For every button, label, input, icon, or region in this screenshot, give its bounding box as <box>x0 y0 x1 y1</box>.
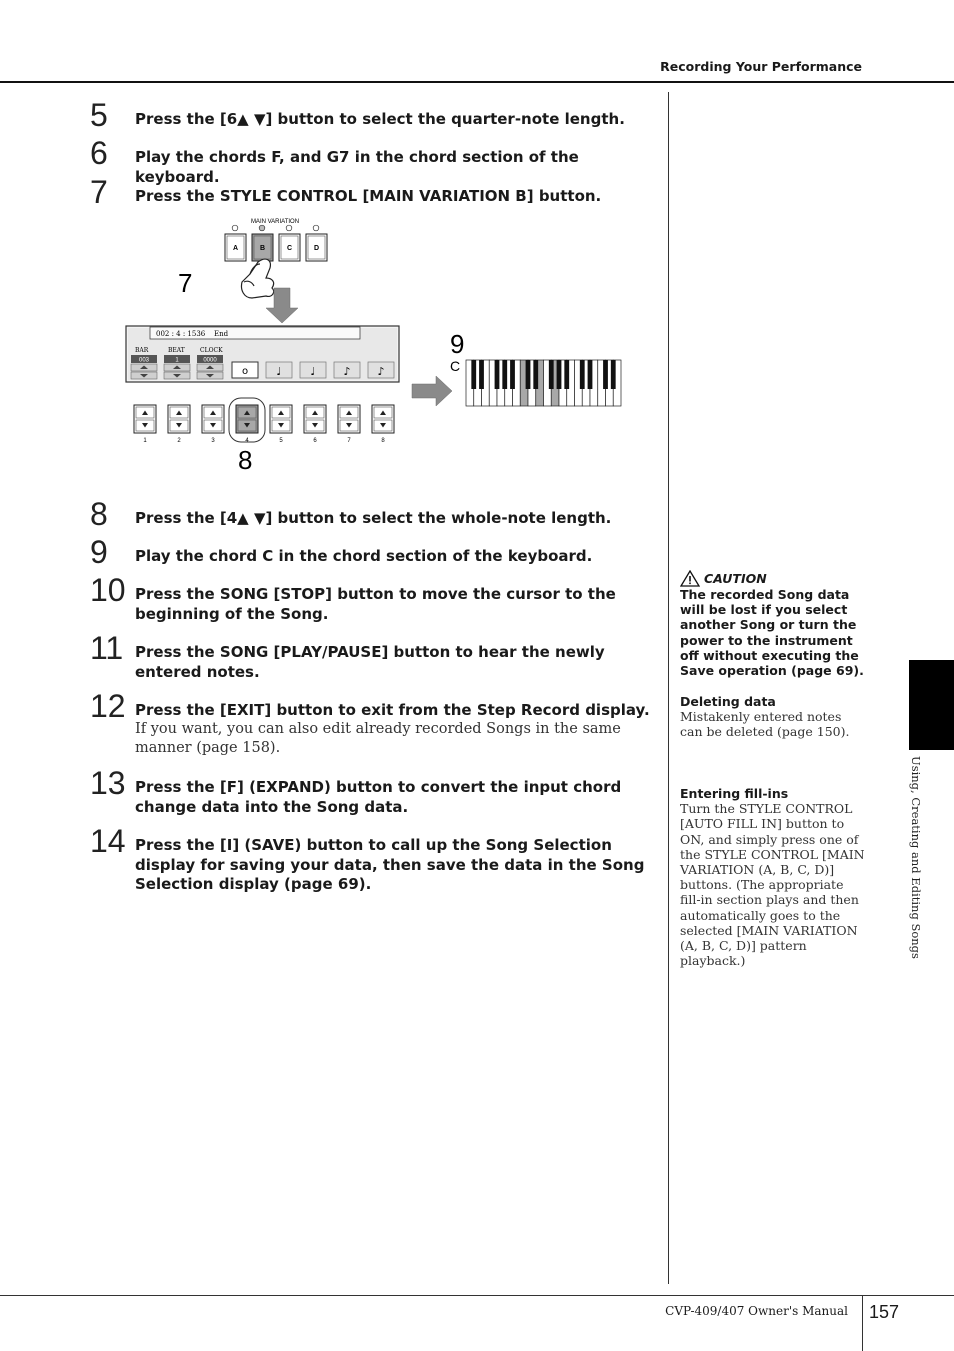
step-number: 10 <box>90 572 126 608</box>
lcd-bar-label: BAR <box>135 347 149 354</box>
black-key <box>611 360 616 389</box>
button-number: 7 <box>347 438 351 444</box>
caution-text: The recorded Song data will be lost if you select another Song or turn the power to the instrument off without executing the Save operation (page 69). <box>680 587 864 679</box>
button-number: 2 <box>177 438 181 444</box>
chapter-tab <box>909 660 954 750</box>
column-divider <box>668 92 669 1284</box>
step-text: Play the chords F, and G7 in the chord section of the keyboard. <box>135 148 579 186</box>
caution-title: CAUTION <box>704 570 767 586</box>
lcd-end: End <box>214 330 229 338</box>
step-number: 12 <box>90 688 126 724</box>
button-number: 8 <box>381 438 385 444</box>
updown-button-1[interactable] <box>134 405 156 444</box>
quarter-note-icon: ♩ <box>310 365 316 378</box>
step-number: 5 <box>90 97 108 133</box>
figure-label-c: C <box>450 358 461 374</box>
manual-title: CVP-409/407 Owner's Manual <box>665 1304 848 1318</box>
black-key <box>533 360 538 389</box>
black-key <box>580 360 585 389</box>
footer-divider <box>862 1296 863 1351</box>
page-number: 157 <box>869 1302 900 1322</box>
black-key <box>549 360 554 389</box>
black-key <box>479 360 484 389</box>
step-number: 11 <box>90 630 124 666</box>
pressing-hand-icon <box>241 259 273 298</box>
note-text: Turn the STYLE CONTROL [AUTO FILL IN] button to ON, and simply press one of the STYLE CONTROL [MAIN VARIATION (A, B, C, D)] buttons. (The appropriate fill-in section plays and then automatically goes to the selected [MAIN VARIATION (A, B, C, D)] pattern playback.) <box>680 801 865 969</box>
note-title: Deleting data <box>680 694 776 709</box>
whole-note-icon: o <box>241 366 249 377</box>
figure-label-9: 9 <box>450 329 465 359</box>
black-key <box>510 360 515 389</box>
updown-button-2[interactable] <box>168 405 190 444</box>
black-key <box>564 360 569 389</box>
step-note: If you want, you can also edit already recorded Songs in the same manner (page 158). <box>135 721 621 756</box>
figure-label-7: 7 <box>178 268 193 298</box>
fillins-note <box>680 786 865 968</box>
step-number: 8 <box>90 496 108 532</box>
updown-button-7[interactable] <box>338 405 360 444</box>
caution-note <box>680 570 865 678</box>
black-key <box>526 360 531 389</box>
step-record-figure <box>120 212 630 482</box>
figure-label-8: 8 <box>238 445 253 475</box>
variation-label: B <box>259 245 266 252</box>
step-text: Press the SONG [PLAY/PAUSE] button to hear the newly entered notes. <box>135 643 605 681</box>
button-number: 6 <box>313 438 317 444</box>
right-arrow-icon <box>412 376 452 406</box>
variation-button-c[interactable] <box>279 225 300 261</box>
half-note-icon: ♩ <box>276 365 282 378</box>
black-key <box>557 360 562 389</box>
figure-illustration <box>120 212 630 482</box>
step-number: 7 <box>90 174 108 210</box>
updown-button-4[interactable] <box>229 398 265 444</box>
updown-button-3[interactable] <box>202 405 224 444</box>
variation-label: D <box>313 245 320 252</box>
warning-icon <box>680 570 700 587</box>
eighth-note-icon: ♪ <box>343 365 351 378</box>
button-number: 5 <box>279 438 283 444</box>
lcd-position: 002 : 4 : 1536 <box>156 330 206 338</box>
keyboard-diagram <box>466 360 621 406</box>
variation-label: C <box>286 245 293 252</box>
step-text: Press the SONG [STOP] button to move the cursor to the beginning of the Song. <box>135 585 616 623</box>
variation-button-b[interactable] <box>252 225 273 261</box>
note-title: Entering fill-ins <box>680 786 789 801</box>
black-key <box>495 360 500 389</box>
lcd-beat-label: BEAT <box>168 347 185 354</box>
step-text: Press the [6▲ ▼] button to select the quarter-note length. <box>135 110 625 128</box>
variation-button-a[interactable] <box>225 225 246 261</box>
running-header: Recording Your Performance <box>660 59 862 74</box>
updown-button-6[interactable] <box>304 405 326 444</box>
step-number: 14 <box>90 823 126 859</box>
chapter-tab-label: Using, Creating and Editing Songs <box>909 756 923 959</box>
button-number: 3 <box>211 438 215 444</box>
black-key <box>588 360 593 389</box>
lcd-clock-value: 0000 <box>203 357 217 364</box>
lcd-clock-label: CLOCK <box>200 347 223 354</box>
updown-button-8[interactable] <box>372 405 394 444</box>
step-number: 6 <box>90 135 108 171</box>
variation-label: A <box>232 245 239 252</box>
step-text: Play the chord C in the chord section of the keyboard. <box>135 547 593 565</box>
step-text: Press the [4▲ ▼] button to select the whole-note length. <box>135 509 612 527</box>
main-variation-label: MAIN VARIATION <box>250 219 300 225</box>
black-key <box>502 360 507 389</box>
step-number: 13 <box>90 765 126 801</box>
footer-rule <box>0 1295 954 1296</box>
step-text: Press the STYLE CONTROL [MAIN VARIATION B] button. <box>135 187 602 205</box>
black-key <box>603 360 608 389</box>
step-number: 9 <box>90 534 108 570</box>
variation-button-d[interactable] <box>306 225 327 261</box>
deleting-note <box>680 694 865 740</box>
sixteenth-note-icon: ♪ <box>377 365 385 378</box>
note-length-selector <box>232 362 394 378</box>
step-text: Press the [EXIT] button to exit from the Step Record display. <box>135 701 650 719</box>
header-rule <box>0 81 954 83</box>
step-text: Press the [F] (EXPAND) button to convert the input chord change data into the Song data. <box>135 778 622 816</box>
note-text: Mistakenly entered notes can be deleted (page 150). <box>680 709 850 740</box>
step-text: Press the [I] (SAVE) button to call up the Song Selection display for saving your data, then save the data in the Song Selection display (page 69). <box>135 836 645 893</box>
button-number: 1 <box>143 438 147 444</box>
button-number: 4 <box>245 438 249 444</box>
lcd-bar-value: 003 <box>138 357 150 364</box>
black-key <box>471 360 476 389</box>
updown-button-5[interactable] <box>270 405 292 444</box>
lcd-screen <box>126 326 399 382</box>
lcd-beat-value: 1 <box>175 357 179 364</box>
